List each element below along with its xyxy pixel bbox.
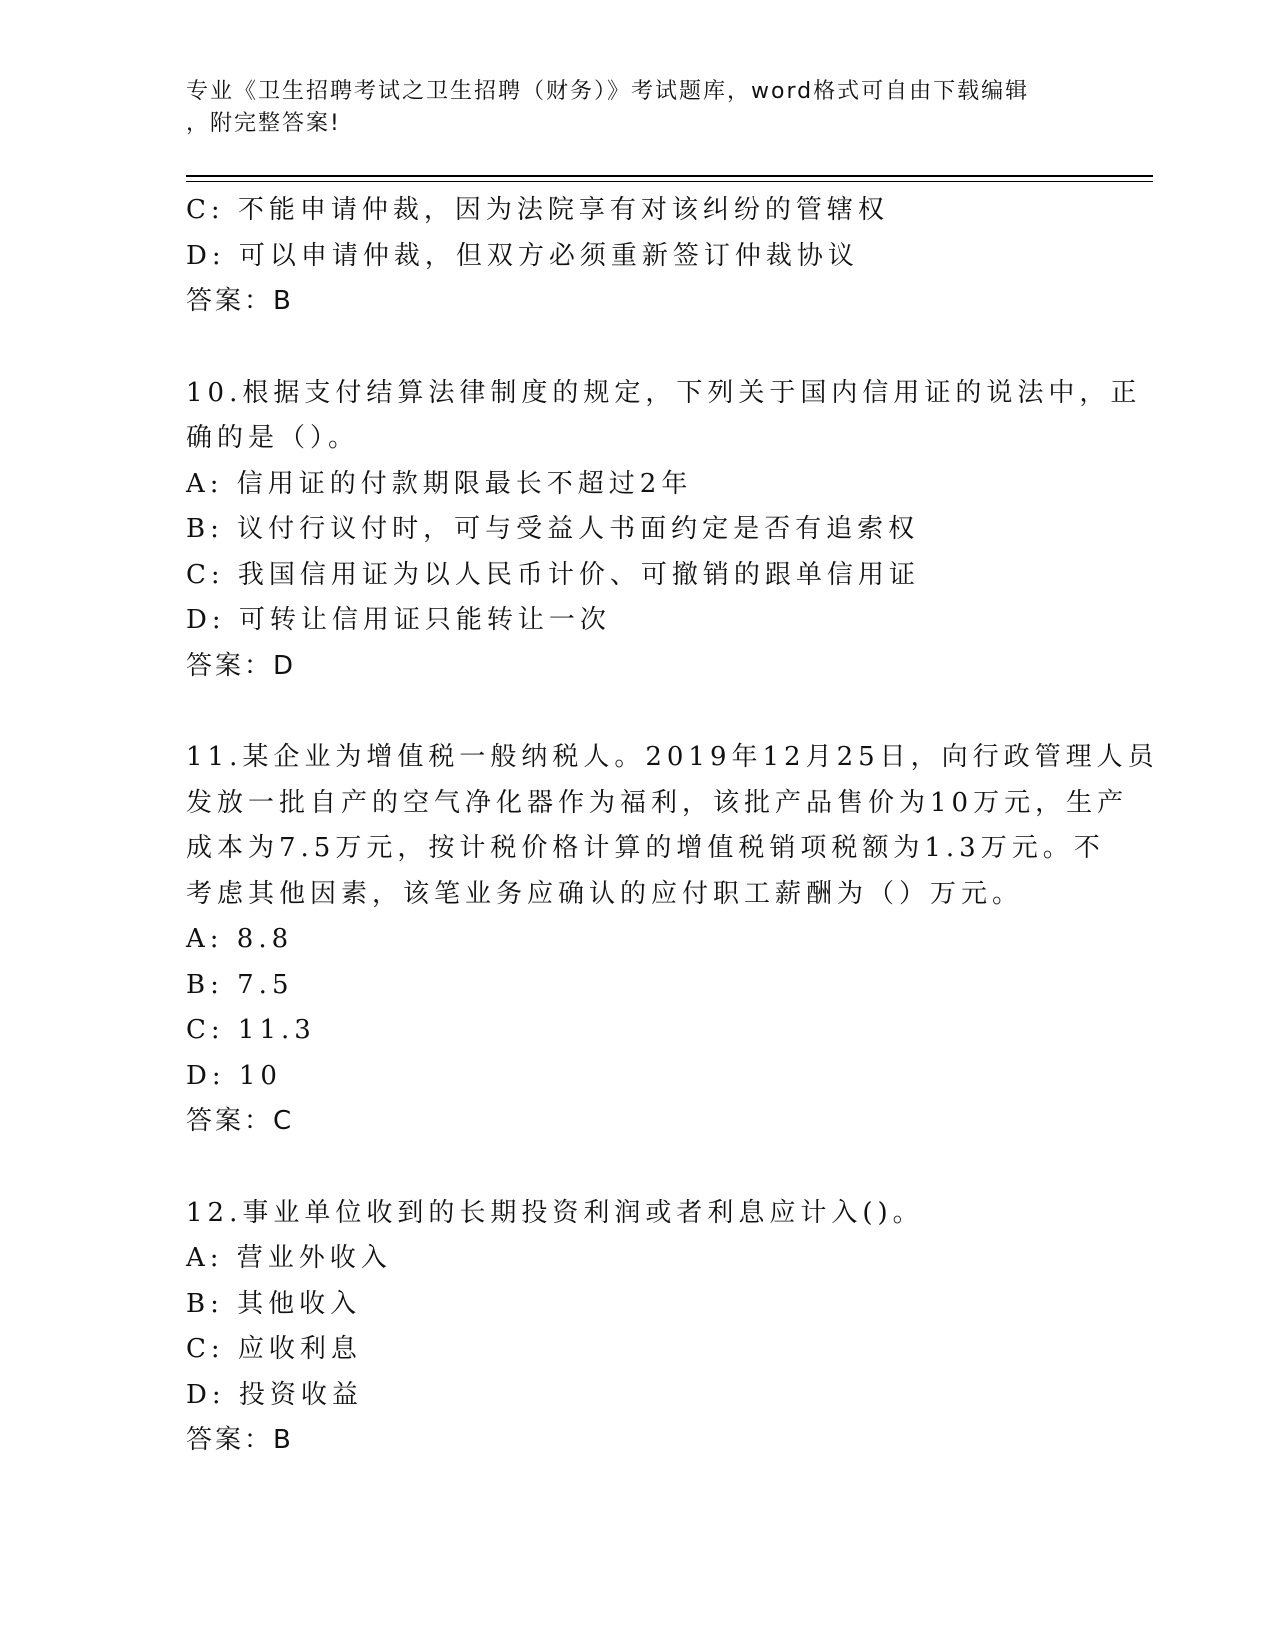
question-list <box>186 188 1159 1464</box>
question-9-answer: 答案：B <box>186 286 294 316</box>
question-9-option-c: C: 不能申请仲裁，因为法院享有对该纠纷的管辖权 <box>186 195 889 225</box>
question-10-option-c: C: 我国信用证为以人民币计价、可撤销的跟单信用证 <box>186 559 920 590</box>
question-9-tail <box>186 188 1086 325</box>
question-11-answer: 答案：C <box>186 1106 295 1136</box>
question-12 <box>186 1191 1086 1464</box>
question-10-option-a: A: 信用证的付款期限最长不超过2年 <box>186 468 693 499</box>
question-12-option-d: D: 投资收益 <box>186 1379 363 1410</box>
question-9-option-d: D: 可以申请仲裁，但双方必须重新签订仲裁协议 <box>186 240 859 271</box>
question-11-stem-line-2: 发放一批自产的空气净化器作为福利，该批产品售价为10万元，生产 <box>186 787 1129 818</box>
question-10-answer: 答案：D <box>186 650 297 681</box>
question-11-stem-line-3: 成本为7.5万元，按计税价格计算的增值税销项税额为1.3万元。不 <box>186 833 1105 863</box>
question-12-option-a: A: 营业外收入 <box>186 1243 392 1273</box>
header-line-1: 专业《卫生招聘考试之卫生招聘（财务）》考试题库，word格式可自由下载编辑 <box>186 79 1030 104</box>
question-10 <box>186 371 1142 690</box>
question-11 <box>186 735 1159 1145</box>
question-10-option-b: B: 议付行议付时，可与受益人书面约定是否有追索权 <box>186 514 920 544</box>
question-10-stem-line-2: 确的是（）。 <box>186 423 360 453</box>
question-10-option-d: D: 可转让信用证只能转让一次 <box>186 605 611 635</box>
question-12-answer: 答案：B <box>186 1425 294 1455</box>
question-11-stem-line-4: 考虑其他因素，该笔业务应确认的应付职工薪酬为（）万元。 <box>186 878 1024 909</box>
spacer <box>186 689 1086 735</box>
document-header <box>186 76 1066 140</box>
question-11-stem-line-1: 11.某企业为增值税一般纳税人。2019年12月25日，向行政管理人员 <box>186 742 1159 772</box>
question-11-option-b: B: 7.5 <box>186 969 294 1000</box>
question-11-option-d: D: 10 <box>186 1060 282 1091</box>
question-12-stem-line-1: 12.事业单位收到的长期投资利润或者利息应计入()。 <box>186 1197 924 1228</box>
spacer <box>186 1145 1086 1191</box>
header-divider-thick <box>186 175 1153 177</box>
question-11-option-c: C: 11.3 <box>186 1015 316 1045</box>
question-12-option-c: C: 应收利息 <box>186 1334 362 1364</box>
header-divider-thin <box>186 181 1153 182</box>
question-10-stem-line-1: 10.根据支付结算法律制度的规定，下列关于国内信用证的说法中，正 <box>186 377 1142 408</box>
header-line-2: ，附完整答案! <box>186 111 341 136</box>
question-12-option-b: B: 其他收入 <box>186 1288 362 1319</box>
spacer <box>186 325 1086 371</box>
question-11-option-a: A: 8.8 <box>186 924 294 954</box>
